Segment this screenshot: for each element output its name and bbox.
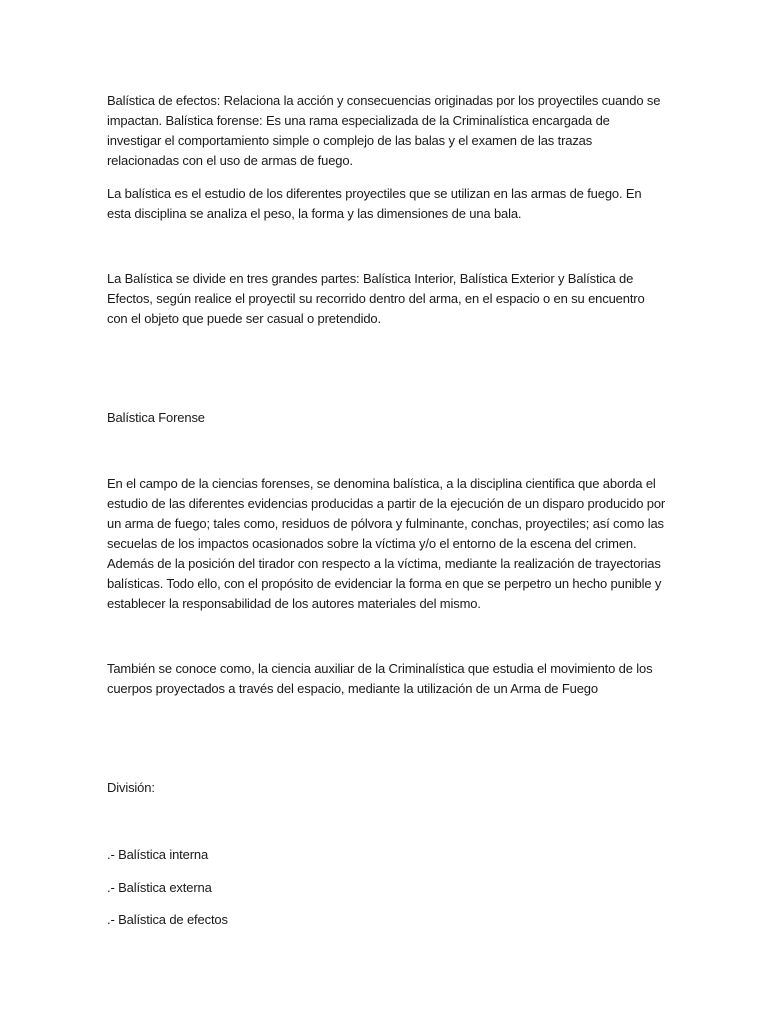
- list-item: .- Balística interna: [107, 847, 209, 862]
- paragraph-definicion-balistica: La balística es el estudio de los diferentes proyectiles que se utilizan en las armas de fuego. En esta disciplina se analiza el peso, la forma y las dimensiones de una bala.: [107, 186, 642, 221]
- section-heading-division: División:: [107, 780, 155, 795]
- list-item: .- Balística de efectos: [107, 912, 228, 927]
- paragraph-ciencias-forenses: En el campo de la ciencias forenses, se denomina balística, a la disciplina cientifica que aborda el estudio de las diferentes evidencias producidas a partir de la ejecución de un disparo producido por un arma de fuego; tales como, residuos de pólvora y fulminante, conchas, proyectiles; así como las secuelas de los impactos ocasionados sobre la víctima y/o el entorno de la escena del crimen. Además de la posición del tirador con respecto a la víctima, mediante la realización de trayectorias balísticas. Todo ello, con el propósito de evidenciar la forma en que se perpetro un hecho punible y establecer la responsabilidad de los autores materiales del mismo.: [107, 476, 666, 611]
- list-item: .- Balística externa: [107, 880, 212, 895]
- paragraph-balistica-efectos: Balística de efectos: Relaciona la acción y consecuencias originadas por los proyectiles cuando se impactan. Balística forense: Es una rama especializada de la Criminalística encargada de investigar el comportamiento simple o complejo de las balas y el examen de las trazas relacionadas con el uso de armas de fuego.: [107, 93, 661, 168]
- paragraph-division-partes: La Balística se divide en tres grandes partes: Balística Interior, Balística Exterior y Balística de Efectos, según realice el proyectil su recorrido dentro del arma, en el espacio o en su encuentro con el objeto que puede ser casual o pretendido.: [107, 271, 645, 326]
- paragraph-ciencia-auxiliar: También se conoce como, la ciencia auxiliar de la Criminalística que estudia el movimiento de los cuerpos proyectados a través del espacio, mediante la utilización de un Arma de Fuego: [107, 661, 653, 696]
- section-heading-balistica-forense: Balística Forense: [107, 410, 205, 425]
